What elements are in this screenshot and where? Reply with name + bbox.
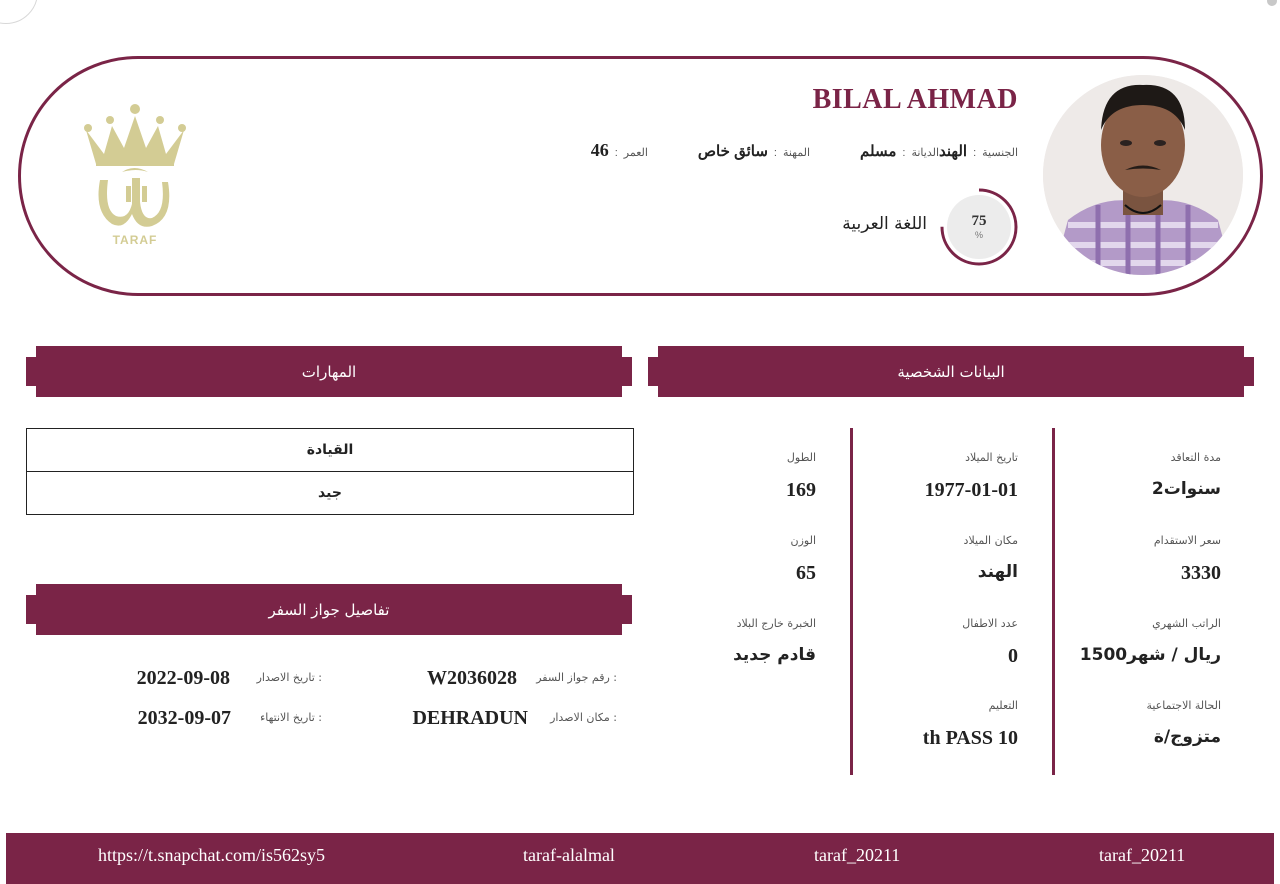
- salary-label: الراتب الشهري: [1152, 617, 1221, 630]
- issue-date-label: تاريخ الاصدار :: [256, 671, 322, 684]
- height-value: 169: [786, 479, 816, 501]
- height-label: الطول: [786, 451, 816, 464]
- footer-handle-1[interactable]: taraf-alalmal: [523, 845, 615, 865]
- passport-number-value: W2036028: [427, 667, 517, 689]
- skills-title: المهارات: [301, 362, 357, 381]
- birth-date-label: تاريخ الميلاد: [965, 451, 1018, 464]
- issue-place-label: مكان الاصدار :: [550, 711, 617, 724]
- recruit-cost-value: 3330: [1181, 562, 1221, 584]
- language-percent-value: 75: [971, 213, 987, 229]
- weight-label: الوزن: [790, 534, 816, 547]
- passport-number-label: رقم جواز السفر :: [536, 671, 617, 684]
- education-label: التعليم: [988, 699, 1018, 712]
- nationality-label: الجنسية: [982, 147, 1018, 159]
- column-divider: [850, 428, 853, 775]
- contract-value: 2سنوات: [1151, 479, 1221, 499]
- language-label: اللغة العربية: [842, 214, 927, 234]
- experience-value: قادم جديد: [733, 645, 816, 665]
- children-value: 0: [1008, 645, 1018, 667]
- skill-level: جيد: [318, 485, 342, 501]
- scroll-indicator: [1267, 0, 1277, 6]
- profile-info-row: [541, 140, 1018, 161]
- profile-photo: [1043, 75, 1243, 275]
- skill-name: القيادة: [27, 429, 633, 472]
- skills-section-header: [26, 346, 632, 397]
- colon: :: [902, 147, 906, 159]
- nationality-value: الهند: [939, 143, 968, 160]
- salary-value: 1500ريال / شهر: [1079, 645, 1221, 665]
- age-field: [591, 140, 648, 161]
- colon: :: [973, 147, 977, 159]
- recruit-cost-label: سعر الاستقدام: [1153, 534, 1221, 547]
- issue-place-value: DEHRADUN: [412, 707, 528, 729]
- religion-value: مسلم: [860, 143, 897, 160]
- logo-text: TARAF: [112, 233, 158, 247]
- profession-field: [698, 142, 810, 160]
- age-value: 46: [590, 140, 609, 160]
- profession-value: سائق خاص: [697, 143, 768, 160]
- skills-table: [26, 428, 634, 515]
- expiry-date-value: 2032-09-07: [137, 707, 231, 729]
- profession-label: المهنة: [782, 147, 811, 159]
- footer-handle-2[interactable]: taraf_20211: [814, 845, 901, 865]
- birth-date-value: 1977-01-01: [924, 479, 1018, 501]
- column-divider: [1052, 428, 1055, 775]
- religion-field: [860, 142, 939, 160]
- colon: :: [614, 147, 618, 159]
- candidate-name: BILAL AHMAD: [812, 84, 1018, 115]
- personal-section-header: [648, 346, 1254, 397]
- children-label: عدد الاطفال: [962, 617, 1018, 630]
- footer-handle-3[interactable]: taraf_20211: [1099, 845, 1186, 865]
- passport-title: تفاصيل جواز السفر: [268, 600, 390, 619]
- nationality-field: [939, 142, 1018, 160]
- age-label: العمر: [623, 147, 648, 159]
- contract-label: مدة التعاقد: [1170, 451, 1221, 464]
- weight-value: 65: [796, 562, 816, 584]
- expiry-date-label: تاريخ الانتهاء :: [260, 711, 322, 724]
- birth-place-label: مكان الميلاد: [963, 534, 1018, 547]
- percent-sign: %: [974, 230, 983, 240]
- marital-status-label: الحالة الاجتماعية: [1146, 699, 1221, 712]
- passport-section-header: [26, 584, 632, 635]
- colon: :: [773, 147, 777, 159]
- marital-status-value: متزوج/ة: [1153, 727, 1221, 747]
- birth-place-value: الهند: [977, 562, 1018, 582]
- personal-title: البيانات الشخصية: [897, 362, 1005, 381]
- religion-label: الديانة: [911, 147, 940, 159]
- corner-decoration: [0, 0, 38, 24]
- experience-label: الخبرة خارج البلاد: [736, 617, 816, 630]
- issue-date-value: 2022-09-08: [136, 667, 230, 689]
- snapchat-link[interactable]: https://t.snapchat.com/is562sy5: [98, 845, 325, 865]
- education-value: th PASS 10: [922, 727, 1018, 749]
- taraf-logo: [82, 102, 188, 248]
